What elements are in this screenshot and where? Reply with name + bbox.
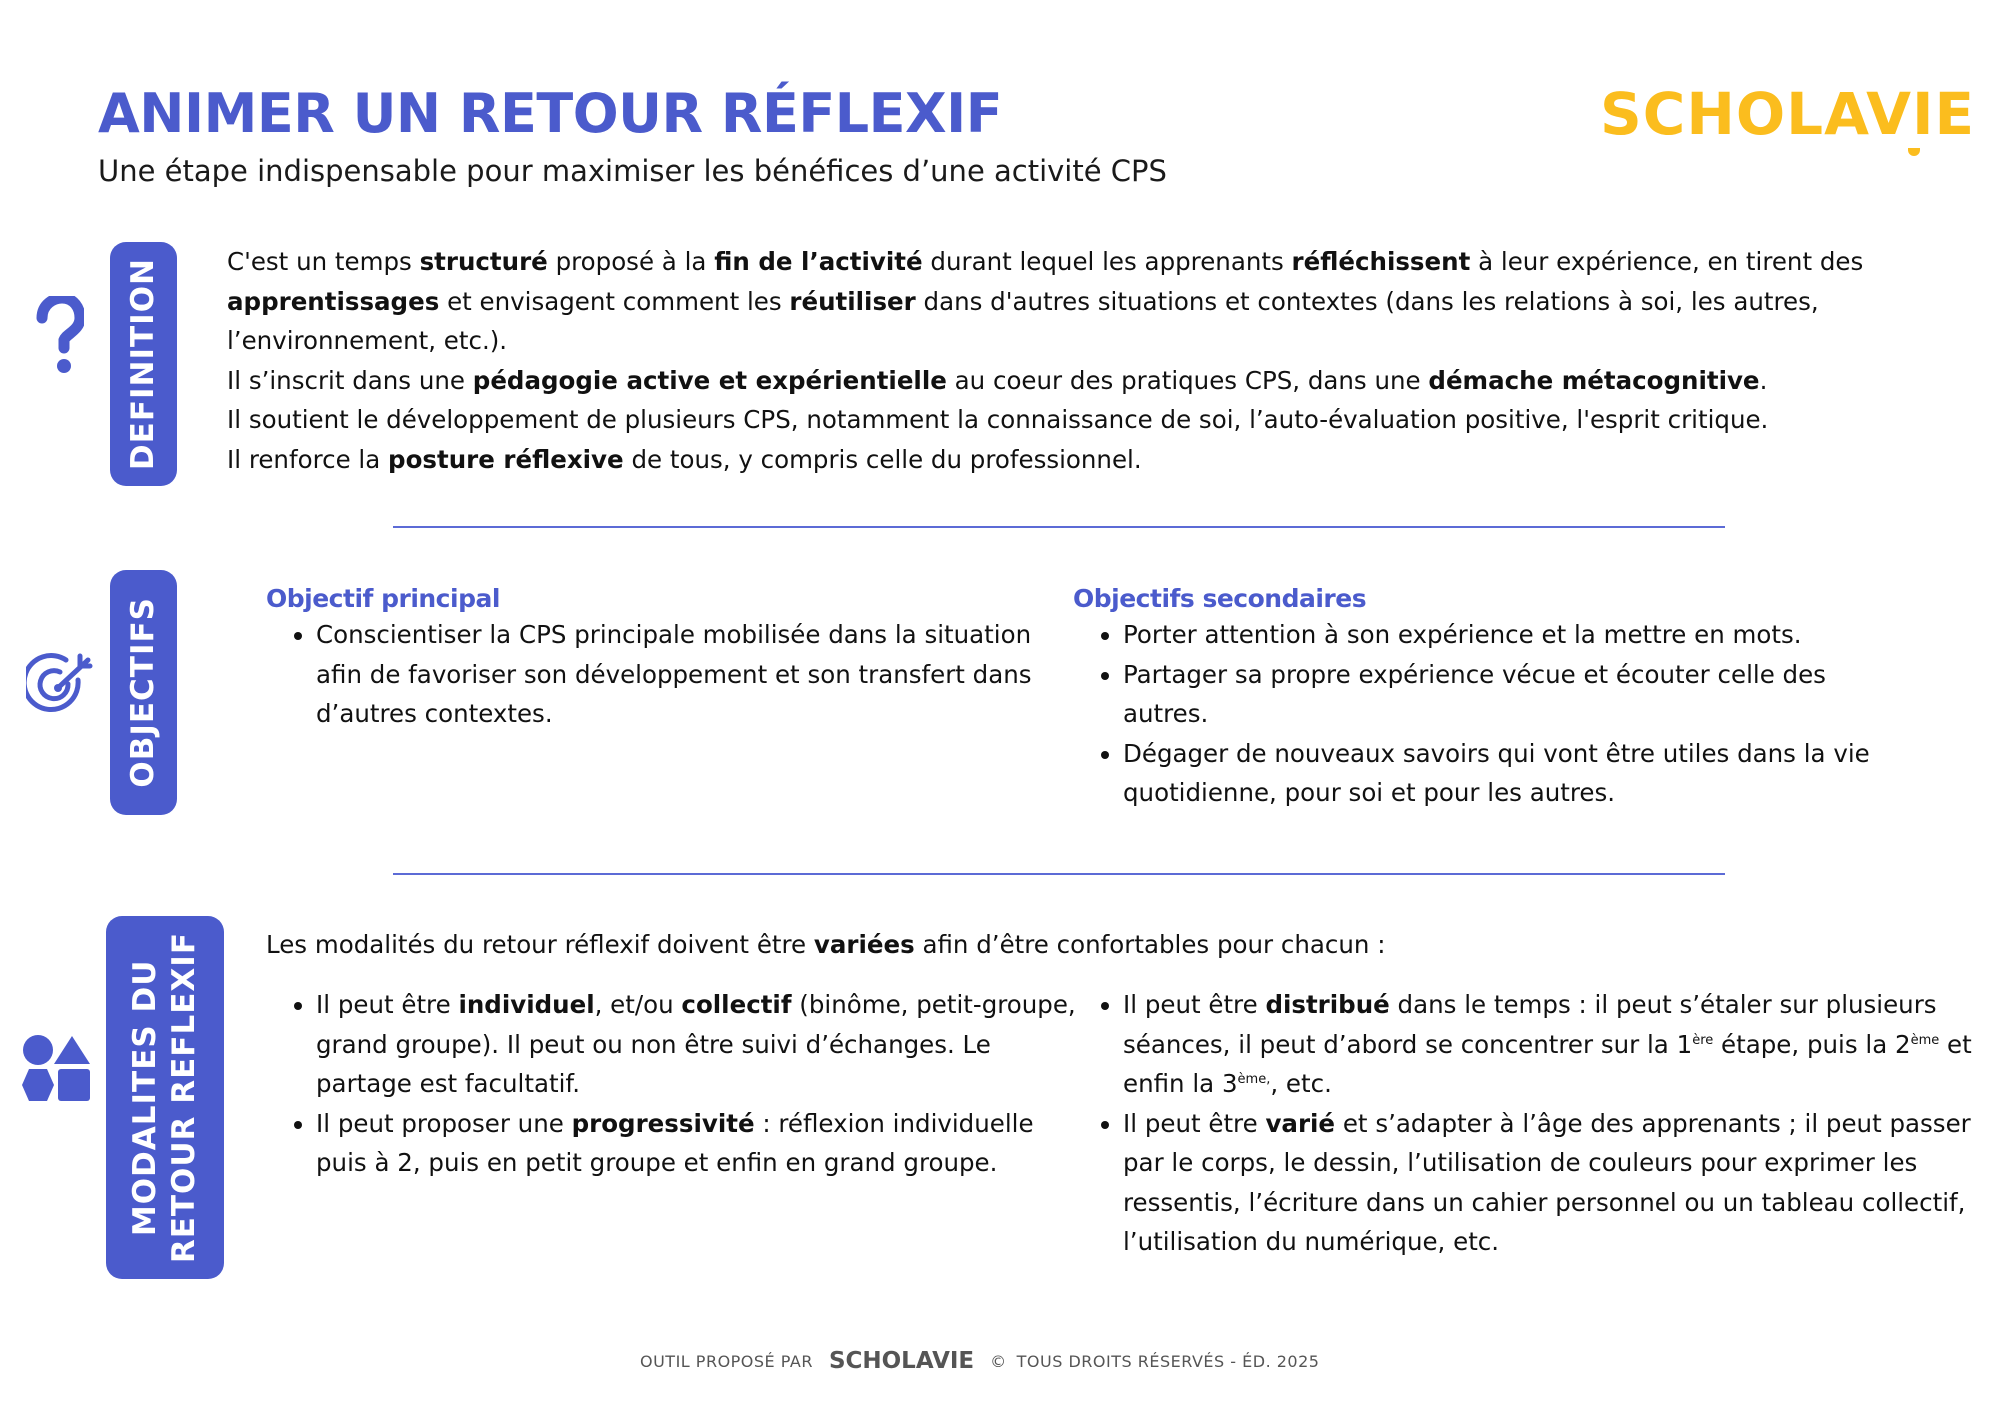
objectif-principal-list <box>266 615 1036 734</box>
target-icon <box>26 650 98 722</box>
shapes-icon <box>20 1034 92 1102</box>
objectifs-secondaires <box>1073 584 1903 813</box>
objectif-principal <box>266 584 1036 734</box>
section-divider <box>393 526 1725 528</box>
logo-dot-icon <box>1908 148 1920 156</box>
list-item: • Dégager de nouveaux savoirs qui vont être utiles dans la vie quotidienne, pour soi et pour les autres. <box>1123 734 1903 813</box>
list-item: • Porter attention à son expérience et la mettre en mots. <box>1123 615 1903 655</box>
section-divider <box>393 873 1725 875</box>
scholavie-logo <box>1600 80 1975 148</box>
page-title: ANIMER UN RETOUR RÉFLEXIF <box>98 82 1003 145</box>
footer-suffix: TOUS DROITS RÉSERVÉS - ÉD. 2025 <box>1016 1351 1320 1371</box>
definition-paragraph-4: Il renforce la posture réflexive de tous, y compris celle du professionnel. <box>227 444 1142 474</box>
definition-text <box>227 242 1907 479</box>
list-item: • Il peut être individuel, et/ou collectif (binôme, petit-groupe, grand groupe). Il peut ou non être suivi d’échanges. Le partage est facultatif. <box>316 985 1086 1104</box>
tab-modalites-label: MODALITES DU RETOUR REFLEXIF <box>127 931 202 1264</box>
objectifs-secondaires-list <box>1073 615 1903 813</box>
question-mark-icon <box>34 296 84 376</box>
copyright-icon: © <box>990 1351 1007 1371</box>
footer-logo: SCHOLAVIE <box>828 1348 975 1374</box>
tab-objectifs <box>110 570 177 815</box>
list-item: • Il peut proposer une progressivité : réflexion individuelle puis à 2, puis en petit groupe et enfin en grand groupe. <box>316 1104 1086 1183</box>
logo-text: SCHOLAVIE <box>1600 80 1976 148</box>
objectif-principal-heading: Objectif principal <box>266 584 500 613</box>
modalites-left-list <box>266 985 1086 1183</box>
list-item: • Il peut être varié et s’adapter à l’âge des apprenants ; il peut passer par le corps, le dessin, l’utilisation de couleurs pour exprimer les ressentis, l’écriture dans un cahier personnel ou un tableau collectif, l’utilisation du numérique, etc. <box>1123 1104 1983 1262</box>
definition-paragraph-2: Il s’inscrit dans une pédagogie active et expérientielle au coeur des pratiques CPS, dans une démache métacognitive. <box>227 365 1768 395</box>
modalites-intro: Les modalités du retour réflexif doivent être variées afin d’être confortables pour chacun : <box>266 930 1386 959</box>
page-subtitle: Une étape indispensable pour maximiser les bénéfices d’une activité CPS <box>98 154 1167 188</box>
tab-modalites <box>106 916 224 1279</box>
list-item: • Partager sa propre expérience vécue et écouter celle des autres. <box>1123 655 1903 734</box>
footer-prefix: OUTIL PROPOSÉ PAR <box>640 1351 813 1371</box>
footer <box>640 1348 1319 1374</box>
definition-paragraph-3: Il soutient le développement de plusieurs CPS, notamment la connaissance de soi, l’auto-évaluation positive, l'esprit critique. <box>227 405 1769 434</box>
list-item: • Conscientiser la CPS principale mobilisée dans la situation afin de favoriser son développement et son transfert dans d’autres contextes. <box>316 615 1036 734</box>
tab-definition <box>110 242 177 486</box>
modalites-right-list <box>1073 985 1983 1262</box>
definition-paragraph-1: C'est un temps structuré proposé à la fin de l’activité durant lequel les apprenants réfléchissent à leur expérience, en tirent des apprentissages et envisagent comment les réutiliser dans d'autres situations et contextes (dans les relations à soi, les autres, l’environnement, etc.). <box>227 247 1864 355</box>
tab-definition-label: DEFINITION <box>125 257 162 471</box>
objectifs-secondaires-heading: Objectifs secondaires <box>1073 584 1367 613</box>
list-item: • Il peut être distribué dans le temps : il peut s’étaler sur plusieurs séances, il peut d’abord se concentrer sur la 1ère étape, puis la 2ème et enfin la $3^{ème,}$, etc. <box>1123 985 1983 1104</box>
tab-objectifs-label: OBJECTIFS <box>125 597 162 788</box>
